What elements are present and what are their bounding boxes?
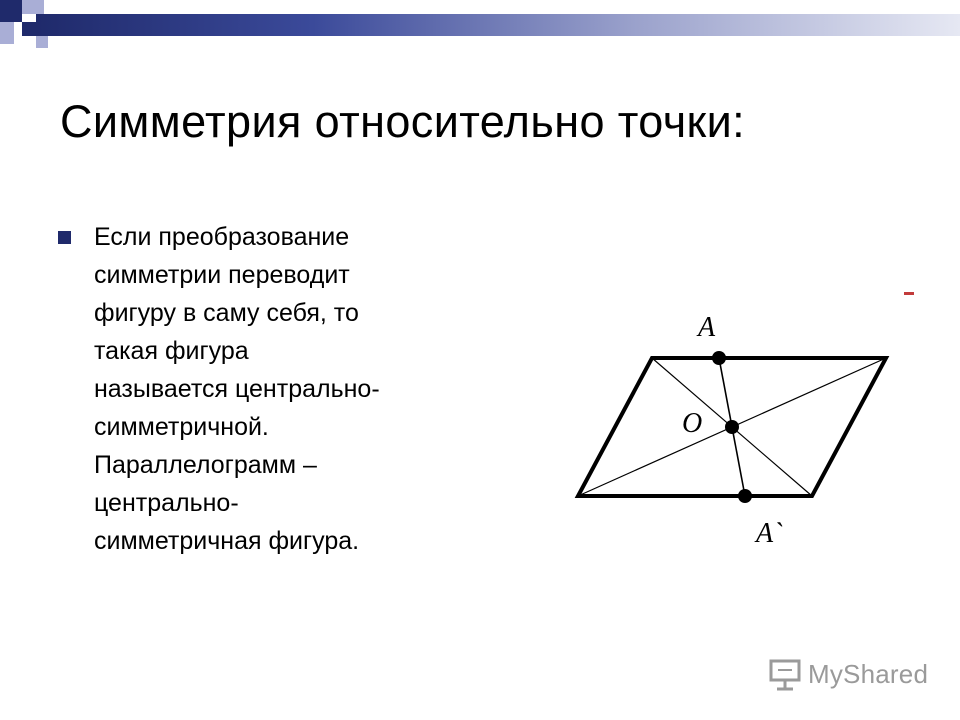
label-a: A xyxy=(698,312,716,343)
corner-square-dark xyxy=(0,0,22,22)
bullet-text: Если преобразование симметрии переводит фигуру в саму себя, то такая фигура называется центрально- симметричной. Параллелограмм – центрально- симметричная фигура. xyxy=(94,223,380,555)
slide-title: Симметрия относительно точки: xyxy=(60,96,746,147)
corner-square-dark xyxy=(22,22,36,36)
corner-square-light xyxy=(0,22,14,44)
corner-square-light xyxy=(22,0,44,14)
watermark-text: MyShared xyxy=(808,659,929,689)
point-o xyxy=(725,420,739,434)
projector-screen-icon xyxy=(768,658,802,692)
point-a-prime xyxy=(738,489,752,503)
label-a-prime: A` xyxy=(756,518,783,549)
watermark xyxy=(768,654,938,694)
red-mark xyxy=(904,292,914,295)
label-o: O xyxy=(682,408,703,439)
parallelogram-diagram xyxy=(560,280,920,560)
header-accent-bar xyxy=(36,14,960,36)
corner-square-light xyxy=(36,36,48,48)
bullet-square-icon xyxy=(58,231,71,244)
point-a xyxy=(712,351,726,365)
